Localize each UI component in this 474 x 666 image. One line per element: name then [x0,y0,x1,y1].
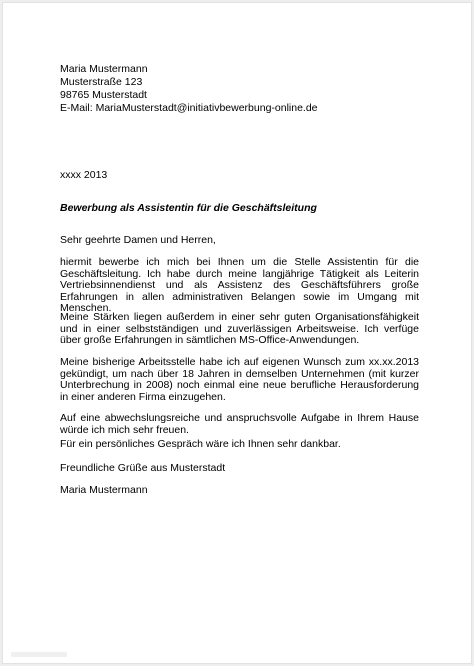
sender-city: 98765 Musterstadt [60,89,147,101]
body-paragraph-interview: Für ein persönliches Gespräch wäre ich Ihnen sehr dankbar. [60,438,341,450]
sender-address-block [60,63,318,115]
letter-signature: Maria Mustermann [60,484,148,496]
body-paragraph-motivation: Meine bisherige Arbeitsstelle habe ich auf eigenen Wunsch zum xx.xx.2013 gekündigt, um nach über 18 Jahren in demselben Unternehmen (mit kurzer Unterbrechung in 2008) noch einmal eine neue berufliche Herausforderung in einer anderen Firma einzugehen. [60,356,419,403]
sender-name: Maria Mustermann [60,63,148,75]
body-paragraph-strengths: Meine Stärken liegen außerdem in einer sehr guten Organisationsfähigkeit und in einer selbstständigen und zuverlässigen Arbeitsweise. Ich verfüge über große Erfahrungen in sämtlichen MS-Office-Anwendungen. [60,311,419,347]
letter-closing: Freundliche Grüße aus Musterstadt [60,462,226,474]
letter-salutation: Sehr geehrte Damen und Herren, [60,234,216,246]
letter-page [2,2,472,664]
sender-street: Musterstraße 123 [60,76,143,88]
sender-email: E-Mail: MariaMusterstadt@initiativbewerbung-online.de [60,102,318,114]
body-paragraph-intro: hiermit bewerbe ich mich bei Ihnen um die Stelle Assistentin für die Geschäftsleitung. Ich habe durch meine langjährige Tätigkeit als Leiterin Vertriebsinnendienst und als Assistenz des Geschäftsführers große Erfahrungen in allen administrativen Belangen sowie im Umgang mit Menschen. [60,256,419,315]
letter-subject: Bewerbung als Assistentin für die Geschäftsleitung [60,202,317,214]
letter-date: xxxx 2013 [60,169,108,181]
body-paragraph-outlook: Auf eine abwechslungsreiche und anspruchsvolle Aufgabe in Ihrem Hause würde ich mich sehr freuen. [60,412,419,436]
watermark-logo [11,651,67,658]
